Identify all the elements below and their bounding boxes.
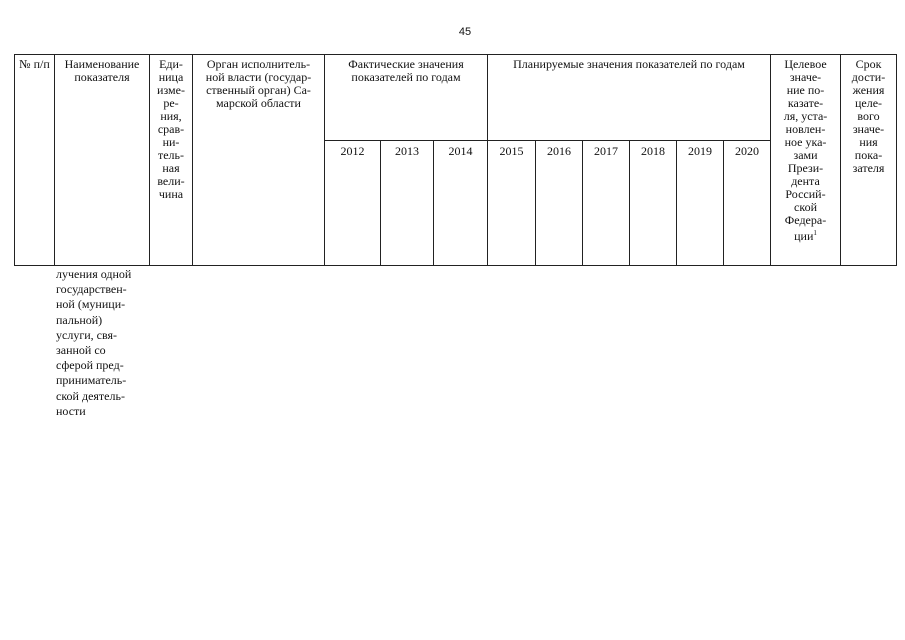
target-header-line: ля, уста- <box>783 109 828 123</box>
authority-header-line: ной власти (государ- <box>205 70 312 84</box>
target-header-line: зами <box>793 148 818 162</box>
continued-text-line: приниматель- <box>56 373 127 388</box>
unit-header-line: ница <box>158 70 184 84</box>
deadline-header-line: дости- <box>851 70 886 84</box>
header-target-value <box>771 55 841 266</box>
unit-header-line: изме- <box>157 83 185 97</box>
unit-header-line: срав- <box>157 122 185 136</box>
year-2018: 2018 <box>630 141 677 266</box>
header-indicator-name: Наименование показателя <box>55 55 150 266</box>
header-authority <box>193 55 325 266</box>
authority-header-line: Орган исполнитель- <box>206 57 311 71</box>
target-header-line: казате- <box>787 96 824 110</box>
target-header-line: ской <box>794 200 817 214</box>
year-2015: 2015 <box>488 141 536 266</box>
continued-indicator-text <box>56 267 156 419</box>
year-2019: 2019 <box>677 141 724 266</box>
continued-text-line: ности <box>56 403 86 418</box>
target-header-line: Целевое <box>784 57 827 71</box>
unit-header-line: ния, <box>160 109 182 123</box>
unit-header-line: чина <box>158 187 184 201</box>
unit-header-line: ре- <box>163 96 179 110</box>
target-header-line: новлен- <box>785 122 826 136</box>
continued-text-line: государствен- <box>56 282 127 297</box>
header-planned-values: Планируемые значения показателей по годам <box>488 55 771 141</box>
page-number: 45 <box>458 26 472 38</box>
year-2016: 2016 <box>536 141 583 266</box>
deadline-header-line: Срок <box>855 57 882 71</box>
year-2012: 2012 <box>325 141 381 266</box>
actual-header-line: показателей по годам <box>351 70 461 84</box>
deadline-header-line: значе- <box>852 122 885 136</box>
deadline-header-line: ния <box>859 135 878 149</box>
year-2020: 2020 <box>724 141 771 266</box>
target-header-line: Федера- <box>784 213 827 227</box>
continued-text-line: лучения одной <box>56 267 132 281</box>
target-header-line: ции$^1$ <box>794 229 817 243</box>
deadline-header-line: зателя <box>852 161 885 175</box>
deadline-header-line: вого <box>857 109 880 123</box>
header-number: № п/п <box>15 55 55 266</box>
continued-text-line: ской деятель- <box>56 388 125 403</box>
continued-text-line: занной со <box>56 343 106 358</box>
continued-text-line: пальной) <box>56 312 103 327</box>
unit-header-line: Еди- <box>159 57 183 71</box>
header-unit <box>150 55 193 266</box>
unit-header-line: ни- <box>162 135 180 149</box>
year-2013: 2013 <box>381 141 434 266</box>
deadline-header-line: пока- <box>854 148 883 162</box>
indicators-table <box>14 54 897 266</box>
header-deadline <box>841 55 897 266</box>
deadline-header-line: жения <box>852 83 885 97</box>
target-header-line: Россий- <box>785 187 826 201</box>
continued-text-line: ной (муници- <box>56 297 126 312</box>
target-header-line: Прези- <box>787 161 824 175</box>
target-header-line: значе- <box>789 70 822 84</box>
year-2014: 2014 <box>434 141 488 266</box>
actual-header-line: Фактические значения <box>348 57 464 71</box>
unit-header-line: ная <box>162 161 180 175</box>
target-header-line: дента <box>791 174 820 188</box>
unit-header-line: тель- <box>157 148 185 162</box>
continued-text-line: сферой пред- <box>56 358 124 373</box>
target-header-line: ное ука- <box>784 135 827 149</box>
year-2017: 2017 <box>583 141 630 266</box>
header-actual-values <box>325 55 488 141</box>
unit-header-line: вели- <box>157 174 185 188</box>
target-header-line: ние по- <box>786 83 825 97</box>
target-footnote-mark: 1 <box>813 229 817 237</box>
continued-text-line: услуги, свя- <box>56 327 118 342</box>
authority-header-line: ственный орган) Са- <box>206 83 311 97</box>
authority-header-line: марской области <box>216 96 301 110</box>
deadline-header-line: целе- <box>854 96 883 110</box>
